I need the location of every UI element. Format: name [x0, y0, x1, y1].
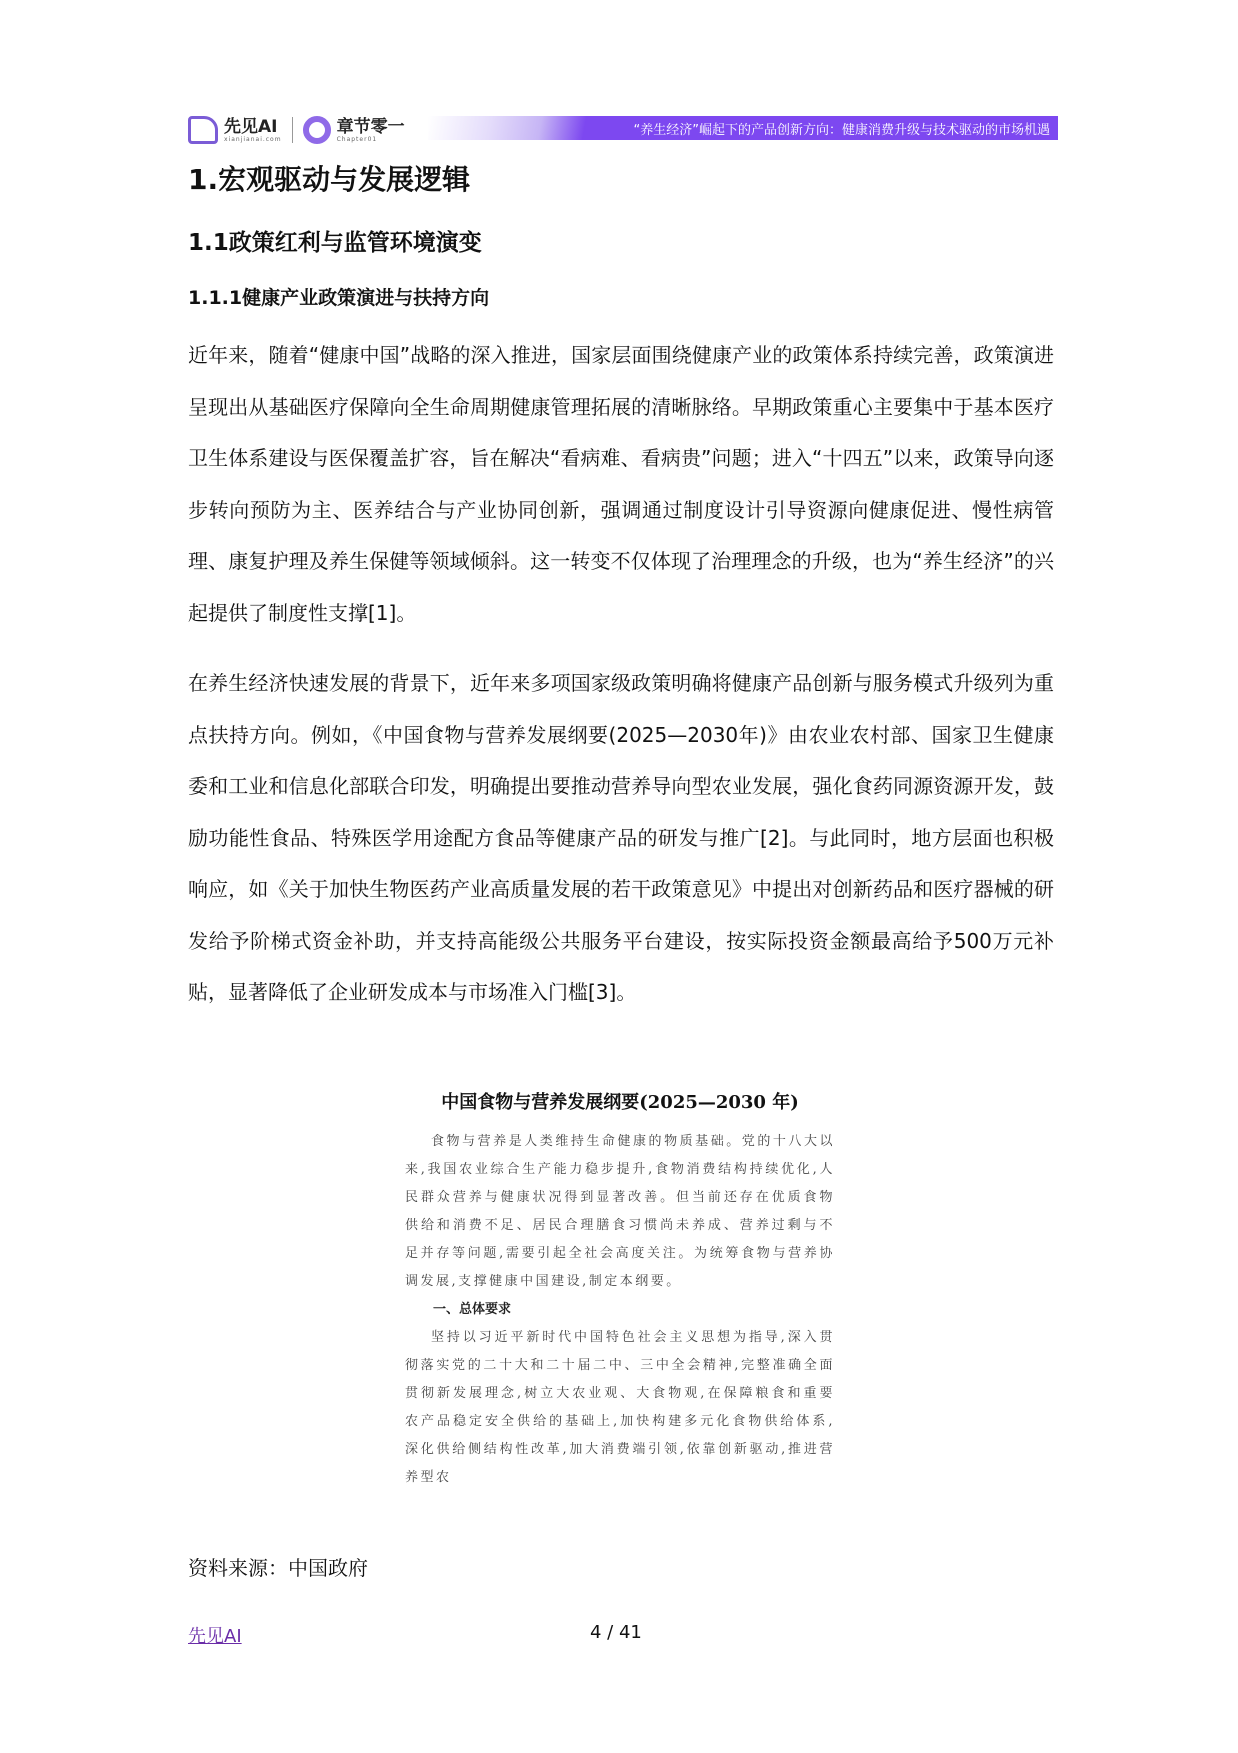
- brand-name: 先见AI: [224, 116, 278, 137]
- banner-title: “养生经济”崛起下的产品创新方向：健康消费升级与技术驱动的市场机遇: [633, 123, 1050, 138]
- divider: [292, 117, 293, 143]
- header-banner: [428, 116, 1058, 140]
- page-number: 4 / 41: [590, 1622, 642, 1643]
- source-note: 资料来源：中国政府: [188, 1556, 368, 1580]
- logo: [188, 116, 405, 144]
- figure-paragraph: 坚持以习近平新时代中国特色社会主义思想为指导,深入贯彻落实党的二十大和二十届二中、三中全会精神,完整准确全面贯彻新发展理念,树立大农业观、大食物观,在保障粮食和重要农产品稳定安全供给的基础上,加快构建多元化食物供给体系,深化供给侧结构性改革,加大消费端引领,依靠创新驱动,推进营养型农: [405, 1330, 835, 1485]
- footer-brand-link[interactable]: 先见AI: [188, 1626, 242, 1647]
- paragraph: 在养生经济快速发展的背景下，近年来多项国家级政策明确将健康产品创新与服务模式升级列为重点扶持方向。例如，《中国食物与营养发展纲要(2025—2030年)》由农业农村部、国家卫生健康委和工业和信息化部联合印发，明确提出要推动营养导向型农业发展，强化食药同源资源开发，鼓励功能性食品、特殊医学用途配方食品等健康产品的研发与推广[2]。与此同时，地方层面也积极响应，如《关于加快生物医药产业高质量发展的若干政策意见》中提出对创新药品和医疗器械的研发给予阶梯式资金补助，并支持高能级公共服务平台建设，按实际投资金额最高给予500万元补贴，显著降低了企业研发成本与市场准入门槛[3]。: [188, 671, 1054, 1004]
- figure-paragraph: 食物与营养是人类维持生命健康的物质基础。党的十八大以来,我国农业综合生产能力稳步提升,食物消费结构持续优化,人民群众营养与健康状况得到显著改善。但当前还存在优质食物供给和消费不足、居民合理膳食习惯尚未养成、营养过剩与不足并存等问题,需要引起全社会高度关注。为统筹食物与营养协调发展,支撑健康中国建设,制定本纲要。: [405, 1134, 835, 1289]
- chapter-logo-icon: [303, 116, 331, 144]
- brand-url: xianjianai.com: [224, 135, 282, 143]
- heading-1: 1.宏观驱动与发展逻辑: [188, 163, 471, 196]
- brand-logo-icon: [188, 116, 218, 144]
- chapter-sub: Chapter01: [336, 135, 378, 143]
- figure-document-excerpt: [405, 1088, 835, 1492]
- figure-heading: 一、总体要求: [433, 1302, 512, 1317]
- figure-title: 中国食物与营养发展纲要(2025—2030 年): [441, 1092, 799, 1113]
- heading-2: 1.1政策红利与监管环境演变: [188, 230, 482, 256]
- chapter-label: 章节零一: [336, 116, 405, 137]
- page-header: [188, 114, 1058, 150]
- paragraph: 近年来，随着“健康中国”战略的深入推进，国家层面围绕健康产业的政策体系持续完善，政策演进呈现出从基础医疗保障向全生命周期健康管理拓展的清晰脉络。早期政策重心主要集中于基本医疗卫生体系建设与医保覆盖扩容，旨在解决“看病难、看病贵”问题；进入“十四五”以来，政策导向逐步转向预防为主、医养结合与产业协同创新，强调通过制度设计引导资源向健康促进、慢性病管理、康复护理及养生保健等领域倾斜。这一转变不仅体现了治理理念的升级，也为“养生经济”的兴起提供了制度性支撑[1]。: [188, 343, 1054, 625]
- heading-3: 1.1.1健康产业政策演进与扶持方向: [188, 287, 490, 309]
